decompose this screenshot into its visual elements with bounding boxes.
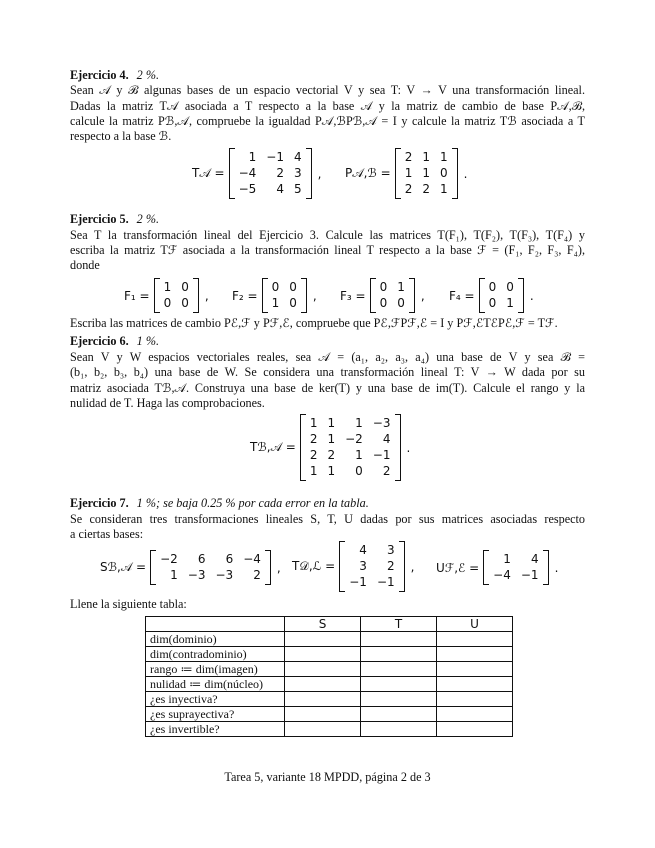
matrix-cell: 4: [293, 150, 302, 164]
answer-cell[interactable]: [437, 632, 513, 647]
answer-cell[interactable]: [285, 632, 361, 647]
matrix-cell: 2: [309, 432, 318, 446]
matrix-cell: 5: [293, 182, 302, 196]
table-row: [146, 677, 513, 692]
matrix-cell: −3: [215, 568, 234, 582]
matrix-cell: −1: [372, 448, 391, 462]
matrix-cell: 1: [440, 150, 448, 164]
ex6-matrix-punct: .: [406, 440, 411, 455]
matrix-cell: 3: [387, 543, 395, 557]
ex7-matrix-s-punct: ,: [276, 560, 281, 575]
table-row: [146, 692, 513, 707]
matrix-cell: −2: [160, 552, 178, 566]
table-header-row: [146, 617, 513, 632]
matrix-cell: −4: [493, 568, 511, 582]
matrix-cell: 1: [309, 464, 318, 478]
matrix-cell: 1: [422, 150, 430, 164]
answer-cell[interactable]: [285, 662, 361, 677]
matrix-cell: 0: [181, 296, 189, 310]
ex5-line-1: Sea T la transformación lineal del Ejercicio 3. Calcule las matrices T(F₁), T(F₂), T(F₃), T(F₄) y: [70, 228, 585, 242]
matrix-cell: 1: [404, 166, 413, 180]
matrix-cell: 6: [197, 552, 206, 566]
matrix-cell: −4: [243, 552, 261, 566]
row-label: ¿es invertible?: [146, 722, 285, 737]
matrix-cell: −3: [187, 568, 206, 582]
matrix-cell: 1: [271, 296, 280, 310]
ex4-line-4: respecto a la base ℬ.: [70, 129, 172, 143]
matrix-cell: 0: [163, 296, 172, 310]
matrix-cell: 2: [387, 559, 395, 573]
ex7-line-1: Se consideran tres transformaciones lineales S, T, U dadas por sus matrices asociadas respecto: [70, 512, 585, 526]
matrix-cell: 1: [163, 280, 172, 294]
answer-cell[interactable]: [285, 707, 361, 722]
matrix-cell: 1: [503, 552, 511, 566]
matrix-cell: 0: [488, 296, 497, 310]
ex5-heading: [70, 212, 159, 227]
matrix-cell: 2: [422, 182, 430, 196]
answer-cell[interactable]: [437, 647, 513, 662]
answer-cell[interactable]: [361, 707, 437, 722]
ex7-title: Ejercicio 7.: [70, 496, 129, 510]
table-header-t: T: [361, 617, 437, 632]
ex6-line-4: nulidad de T. Haga las comprobaciones.: [70, 396, 265, 410]
ex5-f4-punct: .: [529, 288, 534, 303]
matrix-cell: 3: [359, 559, 367, 573]
matrix-cell: 2: [276, 166, 284, 180]
matrix-cell: 4: [276, 182, 284, 196]
matrix-cell: −1: [376, 575, 395, 589]
ex4-matrix-t: [192, 148, 321, 199]
ex6-line-3: matriz asociada Tℬ,𝒜. Construya una base de ker(T) y una base de im(T). Calcule el rango y la: [70, 381, 585, 395]
matrix-cell: −1: [266, 150, 284, 164]
answer-cell[interactable]: [361, 692, 437, 707]
answer-cell[interactable]: [285, 692, 361, 707]
matrix-cell: 0: [397, 296, 405, 310]
answer-cell[interactable]: [285, 647, 361, 662]
matrix-cell: 4: [530, 552, 539, 566]
ex7-matrix-t-punct: ,: [410, 559, 415, 574]
row-label: dim(contradominio): [146, 647, 285, 662]
ex4-line-3: calcule la matriz Pℬ,𝒜, compruebe la igualdad P𝒜,ℬPℬ,𝒜 = I y calcule la matriz Tℬ asociada a T: [70, 114, 585, 128]
ex4-heading: [70, 68, 159, 83]
ex6-line-1: Sean V y W espacios vectoriales reales, sea 𝒜 = (a₁, a₂, a₃, a₄) una base de V y sea ℬ =: [70, 350, 585, 364]
matrix-cell: 0: [289, 280, 297, 294]
ex5-percent: 2 %.: [136, 212, 160, 226]
answer-cell[interactable]: [285, 677, 361, 692]
ex7-matrix-t-label: T𝒟,ℒ =: [292, 559, 336, 573]
matrix-cell: 1: [248, 150, 257, 164]
matrix-cell: 0: [379, 280, 388, 294]
ex7-fill-instruction: Llene la siguiente tabla:: [70, 597, 187, 611]
ex4-matrix-p: [345, 148, 467, 199]
matrix-cell: −3: [372, 416, 391, 430]
ex6-matrix: [250, 414, 410, 481]
ex5-f3-punct: ,: [420, 288, 425, 303]
table-row: [146, 707, 513, 722]
matrix-cell: 1: [422, 166, 430, 180]
matrix-cell: 2: [382, 464, 391, 478]
matrix-cell: 0: [355, 464, 363, 478]
answer-cell[interactable]: [437, 692, 513, 707]
ex5-closing: Escriba las matrices de cambio Pℰ,ℱ y Pℱ,ℰ, compruebe que Pℰ,ℱPℱ,ℰ = I y Pℱ,ℰTℰPℰ,ℱ = Tℱ.: [70, 316, 558, 330]
matrix-cell: −1: [520, 568, 539, 582]
ex5-matrix-f4: [449, 278, 534, 313]
matrix-cell: −2: [345, 432, 363, 446]
matrix-cell: 1: [397, 280, 405, 294]
ex7-matrix-s: [100, 550, 281, 585]
ex5-line-2: escriba la matriz Tℱ asociada a la transformación lineal T respecto a la base ℱ = (F₁, F₂, F₃, F₄),: [70, 243, 585, 257]
ex4-line-2: Dadas la matriz T𝒜 asociada a T respecto a la base 𝒜 y la matriz de cambio de base P𝒜,ℬ,: [70, 99, 585, 113]
ex4-title: Ejercicio 4.: [70, 68, 129, 82]
ex7-percent: 1 %; se baja 0.25 % por cada error en la tabla.: [136, 496, 369, 510]
matrix-cell: 1: [355, 416, 363, 430]
ex5-matrix-f3: [340, 278, 425, 313]
ex6-line-2: (b₁, b₂, b₃, b₄) una base de W. Se considera una transformación lineal T: V → W dada por su: [70, 365, 585, 379]
matrix-cell: 2: [404, 150, 413, 164]
ex5-matrix-f1: [124, 278, 209, 313]
row-label: rango ≔ dim(imagen): [146, 662, 285, 677]
matrix-cell: −5: [238, 182, 257, 196]
table-row: [146, 632, 513, 647]
ex7-matrix-u-punct: .: [554, 560, 559, 575]
ex7-heading: [70, 496, 369, 511]
matrix-cell: 2: [327, 448, 336, 462]
ex4-matrix-t-punct: ,: [317, 166, 322, 181]
ex7-matrix-u-label: Uℱ,ℰ =: [436, 560, 480, 575]
row-label: ¿es inyectiva?: [146, 692, 285, 707]
matrix-cell: 1: [309, 416, 318, 430]
matrix-cell: 4: [382, 432, 391, 446]
ex7-matrix-u: [436, 550, 558, 585]
matrix-cell: 0: [506, 280, 514, 294]
matrix-cell: 2: [404, 182, 413, 196]
ex5-matrix-f2: [232, 278, 317, 313]
ex7-matrix-s-label: Sℬ,𝒜 =: [100, 560, 147, 574]
table-header-u: U: [437, 617, 513, 632]
table-header-s: S: [285, 617, 361, 632]
row-label: ¿es suprayectiva?: [146, 707, 285, 722]
matrix-cell: 6: [225, 552, 234, 566]
matrix-cell: 2: [309, 448, 318, 462]
row-label: nulidad ≔ dim(núcleo): [146, 677, 285, 692]
ex4-line-1: Sean 𝒜 y ℬ algunas bases de un espacio vectorial V y sea T: V → V una transformación lineal.: [70, 83, 585, 97]
matrix-cell: 1: [327, 464, 336, 478]
matrix-cell: −4: [238, 166, 257, 180]
matrix-cell: 2: [253, 568, 261, 582]
ex5-f4-label: F₄ =: [449, 288, 475, 303]
ex4-matrix-p-label: P𝒜,ℬ =: [345, 166, 391, 180]
ex6-matrix-label: Tℬ,𝒜 =: [250, 440, 296, 454]
row-label: dim(dominio): [146, 632, 285, 647]
answer-cell[interactable]: [361, 632, 437, 647]
answer-cell[interactable]: [361, 677, 437, 692]
ex7-matrix-t: [292, 541, 414, 592]
matrix-cell: 1: [327, 416, 336, 430]
matrix-cell: 0: [379, 296, 388, 310]
answer-cell[interactable]: [437, 662, 513, 677]
answer-table: [145, 616, 513, 737]
ex4-matrix-t-label: T𝒜 =: [192, 166, 225, 180]
ex6-title: Ejercicio 6.: [70, 334, 129, 348]
table-row: [146, 647, 513, 662]
matrix-cell: 0: [488, 280, 497, 294]
answer-cell[interactable]: [361, 722, 437, 737]
matrix-cell: 1: [440, 182, 448, 196]
matrix-cell: 1: [355, 448, 363, 462]
matrix-cell: 1: [506, 296, 514, 310]
ex5-title: Ejercicio 5.: [70, 212, 129, 226]
answer-cell[interactable]: [285, 722, 361, 737]
matrix-cell: 1: [170, 568, 178, 582]
matrix-cell: 1: [327, 432, 336, 446]
ex4-percent: 2 %.: [136, 68, 160, 82]
ex5-line-3: donde: [70, 258, 100, 272]
matrix-cell: 0: [440, 166, 448, 180]
ex6-heading: [70, 334, 159, 349]
matrix-cell: 4: [359, 543, 367, 557]
ex5-f3-label: F₃ =: [340, 288, 366, 303]
answer-cell[interactable]: [437, 722, 513, 737]
ex7-line-2: a ciertas bases:: [70, 527, 144, 541]
matrix-cell: 0: [289, 296, 297, 310]
answer-cell[interactable]: [437, 707, 513, 722]
answer-cell[interactable]: [437, 677, 513, 692]
answer-cell[interactable]: [361, 662, 437, 677]
ex5-f2-punct: ,: [312, 288, 317, 303]
page-footer: Tarea 5, variante 18 MPDD, página 2 de 3: [224, 770, 431, 784]
matrix-cell: 0: [181, 280, 189, 294]
matrix-cell: −1: [349, 575, 367, 589]
matrix-cell: 3: [293, 166, 302, 180]
ex4-matrix-p-punct: .: [463, 166, 468, 181]
ex6-percent: 1 %.: [136, 334, 160, 348]
ex5-f1-label: F₁ =: [124, 288, 150, 303]
matrix-cell: 0: [271, 280, 280, 294]
table-row: [146, 662, 513, 677]
table-row: [146, 722, 513, 737]
answer-cell[interactable]: [361, 647, 437, 662]
ex5-f2-label: F₂ =: [232, 288, 258, 303]
table-header-cell: [146, 617, 285, 632]
ex5-f1-punct: ,: [204, 288, 209, 303]
